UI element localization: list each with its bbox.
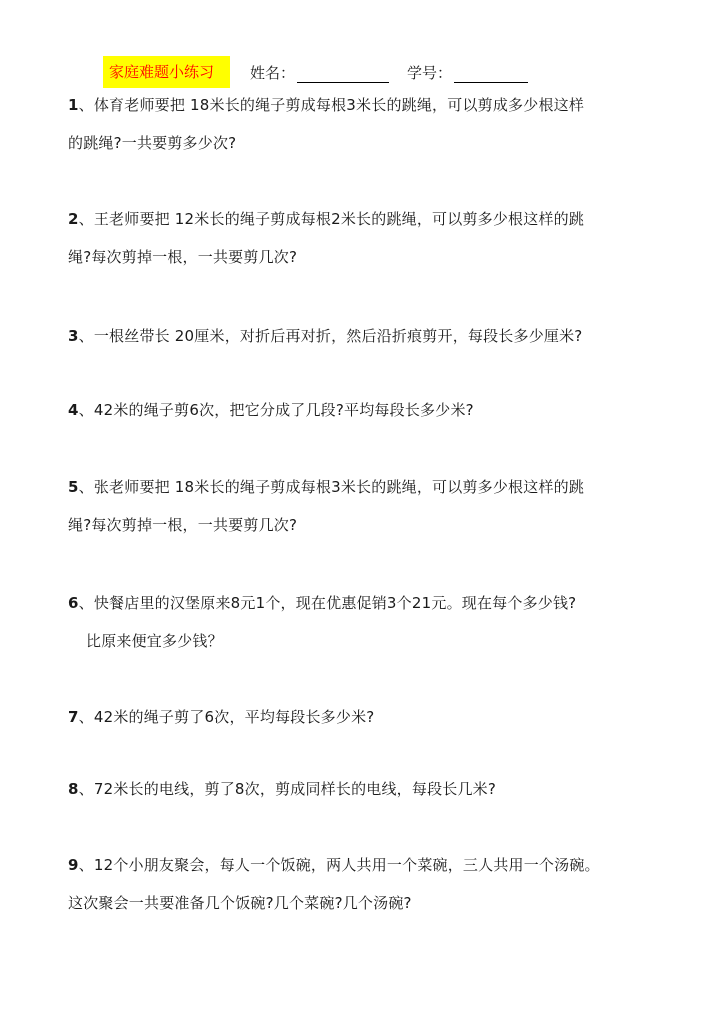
question-separator: 、 [78, 594, 94, 612]
question-6 [68, 584, 678, 660]
student-id-blank-line[interactable] [454, 62, 528, 83]
question-number: 6 [68, 594, 79, 612]
question-line [68, 846, 678, 884]
question-line [68, 698, 678, 736]
question-number: 8 [68, 780, 79, 798]
worksheet-header [103, 56, 528, 88]
question-separator: 、 [78, 96, 94, 114]
question-7 [68, 698, 678, 736]
question-number: 3 [68, 327, 79, 345]
question-separator: 、 [78, 856, 94, 874]
question-2 [68, 200, 678, 276]
question-line [68, 86, 678, 124]
question-text: 72米长的电线，剪了8次，剪成同样长的电线，每段长几米? [93, 780, 497, 798]
question-separator: 、 [78, 327, 94, 345]
question-line [68, 391, 678, 429]
question-line [68, 584, 678, 622]
question-line: 这次聚会一共要准备几个饭碗?几个菜碗?几个汤碗? [68, 894, 412, 912]
question-separator: 、 [78, 708, 94, 726]
question-line: 比原来便宜多少钱？ [86, 632, 223, 650]
question-3 [68, 317, 678, 355]
question-text: 快餐店里的汉堡原来8元1个，现在优惠促销3个21元。现在每个多少钱? [93, 594, 577, 612]
question-separator: 、 [78, 780, 94, 798]
question-4 [68, 391, 678, 429]
question-line [68, 317, 678, 355]
question-line: 绳?每次剪掉一根，一共要剪几次? [68, 248, 298, 266]
question-number: 4 [68, 401, 79, 419]
question-line [68, 468, 678, 506]
question-5 [68, 468, 678, 544]
question-line [68, 770, 678, 808]
question-separator: 、 [78, 478, 94, 496]
question-number: 9 [68, 856, 79, 874]
question-text: 12个小朋友聚会，每人一个饭碗，两人共用一个菜碗，三人共用一个汤碗。 [93, 856, 600, 874]
question-line: 绳?每次剪掉一根，一共要剪几次? [68, 516, 298, 534]
question-text: 体育老师要把 18米长的绳子剪成每根3米长的跳绳，可以剪成多少根这样 [93, 96, 585, 114]
question-number: 1 [68, 96, 79, 114]
question-8 [68, 770, 678, 808]
question-text: 一根丝带长 20厘米，对折后再对折，然后沿折痕剪开，每段长多少厘米? [93, 327, 583, 345]
question-separator: 、 [78, 210, 94, 228]
question-separator: 、 [78, 401, 94, 419]
question-text: 42米的绳子剪6次，把它分成了几段?平均每段长多少米? [93, 401, 474, 419]
question-number: 2 [68, 210, 79, 228]
name-blank-line[interactable] [297, 62, 389, 83]
question-text: 42米的绳子剪了6次，平均每段长多少米? [93, 708, 375, 726]
question-text: 王老师要把 12米长的绳子剪成每根2米长的跳绳，可以剪多少根这样的跳 [93, 210, 585, 228]
question-text: 张老师要把 18米长的绳子剪成每根3米长的跳绳，可以剪多少根这样的跳 [93, 478, 585, 496]
question-number: 7 [68, 708, 79, 726]
name-label: 姓名： [250, 63, 296, 82]
question-9 [68, 846, 678, 922]
student-id-label: 学号： [407, 63, 453, 82]
question-number: 5 [68, 478, 79, 496]
question-line: 的跳绳?一共要剪多少次? [68, 134, 237, 152]
question-line [68, 200, 678, 238]
worksheet-title: 家庭难题小练习 [103, 56, 230, 88]
question-1 [68, 86, 678, 162]
